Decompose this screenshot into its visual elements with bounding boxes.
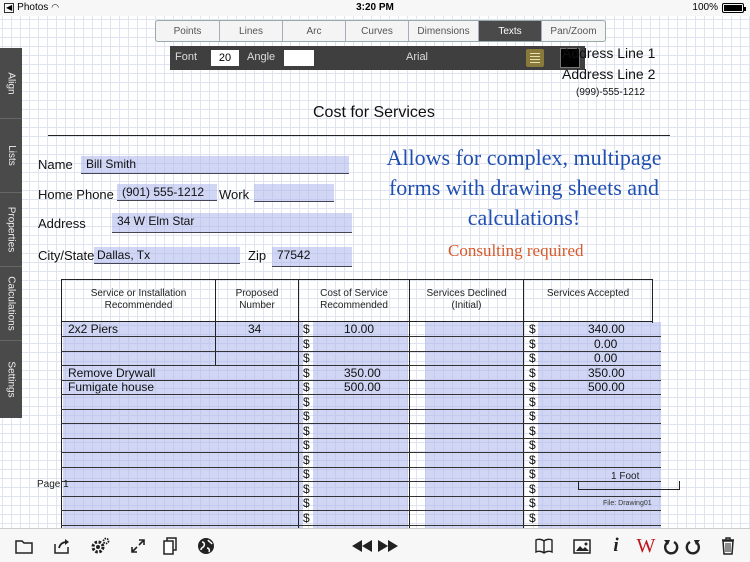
image-icon[interactable]	[572, 537, 592, 555]
status-bar	[0, 0, 750, 16]
home-phone-field[interactable]: (901) 555-1212	[117, 184, 217, 201]
scale-bar	[578, 481, 680, 490]
scale-label: 1 Foot	[611, 471, 640, 482]
work-phone-field[interactable]	[254, 184, 334, 202]
row-5-cost[interactable]: 500.00	[344, 380, 381, 394]
back-app-label: Photos	[17, 2, 49, 13]
tab-points[interactable]: Points	[156, 21, 220, 41]
promo-text	[356, 143, 692, 233]
name-field[interactable]: Bill Smith	[81, 156, 349, 174]
angle-label: Angle	[247, 51, 276, 63]
tab-lines[interactable]: Lines	[220, 21, 283, 41]
row-2-accepted: 0.00	[594, 337, 618, 351]
promo-line-3: calculations!	[467, 205, 581, 230]
address-field[interactable]: 34 W Elm Star	[112, 213, 352, 233]
row-1-service[interactable]: 2x2 Piers	[68, 322, 119, 336]
zip-field[interactable]: 77542	[272, 247, 352, 267]
name-label: Name	[38, 157, 73, 172]
wifi-icon: ◠	[51, 2, 60, 12]
tab-texts[interactable]: Texts	[479, 21, 542, 41]
side-tab-lists[interactable]	[0, 118, 22, 192]
page-label: Page 1	[37, 479, 69, 490]
side-tab-settings[interactable]	[0, 340, 22, 418]
row-1-number[interactable]: 34	[248, 322, 262, 336]
zip-label: Zip	[248, 248, 267, 263]
font-name-selector[interactable]: Arial	[406, 51, 429, 63]
file-label: File: Drawing01	[603, 500, 652, 507]
tab-arc[interactable]: Arc	[283, 21, 346, 41]
row-4-accepted: 350.00	[588, 366, 625, 380]
row-4-service[interactable]: Remove Drywall	[68, 366, 156, 380]
font-size-label: Font	[175, 51, 198, 63]
address-label: Address	[38, 216, 86, 231]
copy-icon[interactable]	[160, 537, 180, 555]
header-cost: Cost of Service Recommended	[320, 288, 388, 311]
title-divider	[48, 135, 670, 136]
side-tab-calculations-label: Calculations	[5, 276, 17, 331]
redo-icon[interactable]	[683, 537, 703, 555]
row-1-accepted: 340.00	[588, 322, 625, 336]
row-3-accepted: 0.00	[594, 351, 618, 365]
row-1-cost[interactable]: 10.00	[344, 322, 375, 336]
city-state-field[interactable]: Dallas, Tx	[94, 247, 240, 264]
address-line-2: Address Line 2	[562, 66, 656, 82]
gear-icon[interactable]	[90, 537, 110, 555]
side-tab-calculations[interactable]	[0, 266, 22, 340]
side-tabs	[0, 48, 22, 418]
document-title: Cost for Services	[313, 104, 435, 121]
side-tab-settings-label: Settings	[5, 361, 17, 398]
consulting-note: Consulting required	[448, 241, 584, 260]
battery-percent: 100%	[692, 2, 718, 13]
text-properties-toolbar	[170, 46, 585, 70]
book-icon[interactable]	[534, 537, 554, 555]
tab-dimensions[interactable]: Dimensions	[409, 21, 479, 41]
tool-mode-selector	[155, 20, 606, 42]
work-label: Work	[219, 187, 250, 202]
menu-icon[interactable]	[526, 49, 544, 67]
cost-column-highlight	[313, 322, 408, 528]
address-line-1: Address Line 1	[562, 45, 656, 61]
tab-curves[interactable]: Curves	[346, 21, 409, 41]
company-phone: (999)-555-1212	[576, 87, 645, 98]
bottom-toolbar	[0, 528, 750, 562]
promo-line-1: Allows for complex, multipage	[386, 145, 662, 170]
clock: 3:20 PM	[356, 2, 394, 13]
header-proposed-number: Proposed Number	[235, 288, 279, 311]
city-state-label: City/State	[38, 248, 95, 263]
battery-icon	[722, 3, 744, 13]
row-5-accepted: 500.00	[588, 380, 625, 394]
header-declined: Services Declined (Initial)	[426, 288, 507, 311]
side-tab-properties[interactable]	[0, 192, 22, 266]
row-4-cost[interactable]: 350.00	[344, 366, 381, 380]
undo-icon[interactable]	[661, 537, 681, 555]
angle-input[interactable]	[284, 50, 314, 66]
previous-page-icon[interactable]	[352, 537, 372, 555]
side-tab-align-label: Align	[5, 71, 17, 95]
declined-column-highlight	[425, 322, 523, 528]
side-tab-align[interactable]	[0, 48, 22, 118]
header-accepted: Services Accepted	[546, 288, 630, 299]
header-service: Service or Installation Recommended	[90, 288, 187, 311]
globe-icon[interactable]	[196, 537, 216, 555]
side-tab-lists-label: Lists	[5, 145, 17, 166]
tab-pan-zoom[interactable]: Pan/Zoom	[550, 25, 597, 37]
row-5-service[interactable]: Fumigate house	[68, 380, 155, 394]
trash-icon[interactable]	[718, 537, 738, 555]
next-page-icon[interactable]	[378, 537, 398, 555]
font-size-input[interactable]: 20	[211, 50, 239, 66]
resize-icon[interactable]	[128, 537, 148, 555]
wikipedia-icon[interactable]: W	[636, 534, 656, 557]
service-column-highlight	[63, 322, 303, 528]
promo-line-2: forms with drawing sheets and	[388, 175, 660, 200]
share-icon[interactable]	[52, 537, 72, 555]
info-icon[interactable]: i	[613, 535, 619, 556]
back-arrow-icon: ◀	[6, 2, 13, 12]
home-phone-label: Home Phone	[38, 187, 114, 202]
side-tab-properties-label: Properties	[5, 206, 17, 253]
folder-icon[interactable]	[14, 537, 34, 555]
